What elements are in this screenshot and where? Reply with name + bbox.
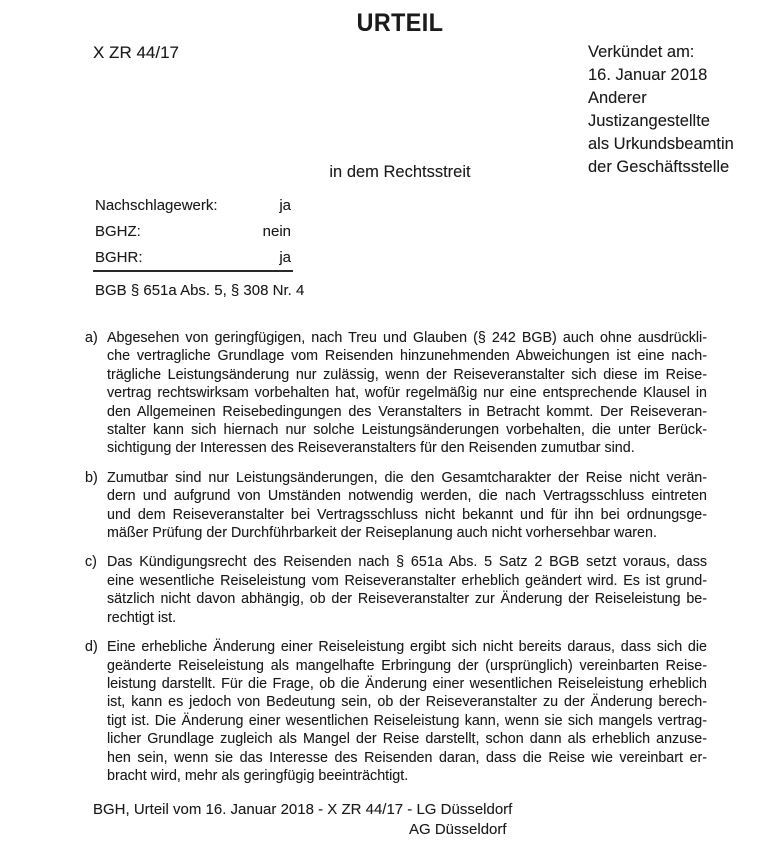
headnote-marker: b)	[85, 469, 98, 486]
headnote-item	[85, 469, 707, 543]
page-title: URTEIL	[356, 9, 444, 37]
announcement-line: Anderer	[588, 89, 647, 107]
announcement-line: als Urkundsbeamtin	[588, 135, 734, 153]
headnote-line: Zumutbar sind nur Leistungsänderungen, die den Gesamtcharakter der Reise nicht verän-	[107, 469, 707, 486]
headnote-line: bracht wird, mehr als geringfügig beeinträchtigt.	[107, 767, 409, 784]
headnote-line: trägliche Leistungsänderung nur zulässig, wenn der Reiseveranstalter sich diese im Reise-	[107, 366, 707, 383]
headnote-marker: c)	[85, 554, 97, 571]
headnote-line: Abgesehen von geringfügigen, nach Treu und Glauben (§ 242 BGB) auch ohne ausdrückli-	[107, 330, 707, 346]
citation-line-2: AG Düsseldorf	[409, 821, 507, 838]
headnote-line: stalter kann sich hiernach nur solche Leistungsänderungen vorbehalten, die unter Berück-	[107, 422, 707, 439]
row-label: BGHZ:	[95, 223, 141, 240]
headnote-line: geänderte Reiseleistung als mangelhafte Erbringung der (ursprünglich) vereinbarten Reise-	[107, 657, 707, 674]
docket-number: X ZR 44/17	[93, 43, 179, 62]
headnote-line: eine wesentliche Reiseleistung vom Reiseveranstalter erheblich geändert wird. Es ist grund-	[107, 572, 707, 589]
table-row	[93, 222, 293, 248]
case-caption: in dem Rechtsstreit	[329, 163, 471, 181]
headnote-item	[85, 638, 707, 785]
headnote-line: mäßer Prüfung der Durchführbarkeit der Reiseplanung auch nicht vorhersehbar waren.	[107, 525, 657, 542]
headnote-line: rechtigt ist.	[107, 609, 177, 626]
reference-table	[93, 196, 293, 274]
headnote-line: leistung darstellt. Für die Frage, ob die Änderung einer wesentlichen Reiseleistung erheblich	[107, 675, 707, 692]
announcement-line: der Geschäftsstelle	[588, 158, 730, 176]
announcement-line: Verkündet am:	[588, 43, 695, 61]
citation-block	[93, 800, 512, 840]
headnote-marker: d)	[85, 639, 98, 656]
headnotes-list	[85, 329, 707, 785]
row-value: nein	[262, 223, 291, 240]
headnote-line: licher Grundlage zugleich als Mangel der Reise darstellt, schon dann als erheblich anzuse-	[107, 731, 707, 748]
headnote-line: hen sein, wenn sie das Interesse des Reisenden daran, dass die Reise wie vereinbart er-	[107, 749, 707, 766]
headnote-line: sichtigung der Interessen des Reiseveranstalters für den Reisenden zumutbar sind.	[107, 440, 635, 457]
row-label: BGHR:	[95, 249, 143, 266]
headnote-line: dern und aufgrund von Umständen notwendig werden, die nach Vertragsschluss eintreten	[107, 488, 707, 505]
headnote-line: Eine erhebliche Änderung einer Reiseleistung ergibt sich nicht bereits daraus, dass sich die	[107, 639, 707, 656]
row-label: Nachschlagewerk:	[95, 197, 218, 214]
headnote-marker: a)	[85, 330, 98, 346]
headnote-line: und dem Reiseveranstalter bei Vertragsschluss nicht bekannt und für ihn bei ordnungsge-	[107, 506, 707, 523]
headnote-line: sätzlich nicht davon abhängig, ob der Reiseveranstalter zur Änderung der Reiseleistung be-	[107, 591, 707, 608]
announcement-line: Justizangestellte	[588, 112, 710, 130]
headnote-line: vertrag rechtswirksam vorbehalten hat, wofür regelmäßig nur eine entsprechende Klausel in	[107, 385, 707, 402]
table-row	[93, 248, 293, 272]
headnote-line: Das Kündigungsrecht des Reisenden nach § 651a Abs. 5 Satz 2 BGB setzt voraus, dass	[107, 554, 707, 571]
announcement-line: 16. Januar 2018	[588, 66, 708, 84]
headnote-line: che vertragliche Grundlage vom Reisenden hinzunehmenden Abweichungen ist eine nach-	[107, 348, 707, 365]
announcement-block	[588, 41, 778, 179]
headnote-line: tigt ist. Die Änderung einer wesentlichen Reiseleistung kann, wenn sie sich mangels vertrag-	[107, 712, 707, 729]
row-value: ja	[279, 249, 291, 266]
row-value: ja	[279, 197, 291, 214]
headnote-line: ist, kann es jedoch von Bedeutung sein, ob der Reiseveranstalter zu der Änderung berech-	[107, 694, 707, 711]
headnote-line: den Allgemeinen Reisebedingungen des Veranstalters in Betracht kommt. Der Reiseveran-	[107, 403, 707, 420]
citation-line-1: BGH, Urteil vom 16. Januar 2018 - X ZR 44/17 - LG Düsseldorf	[93, 801, 513, 818]
statutes-line: BGB § 651a Abs. 5, § 308 Nr. 4	[95, 282, 305, 299]
headnote-item	[85, 553, 707, 627]
table-row	[93, 196, 293, 222]
headnote-item	[85, 329, 707, 458]
